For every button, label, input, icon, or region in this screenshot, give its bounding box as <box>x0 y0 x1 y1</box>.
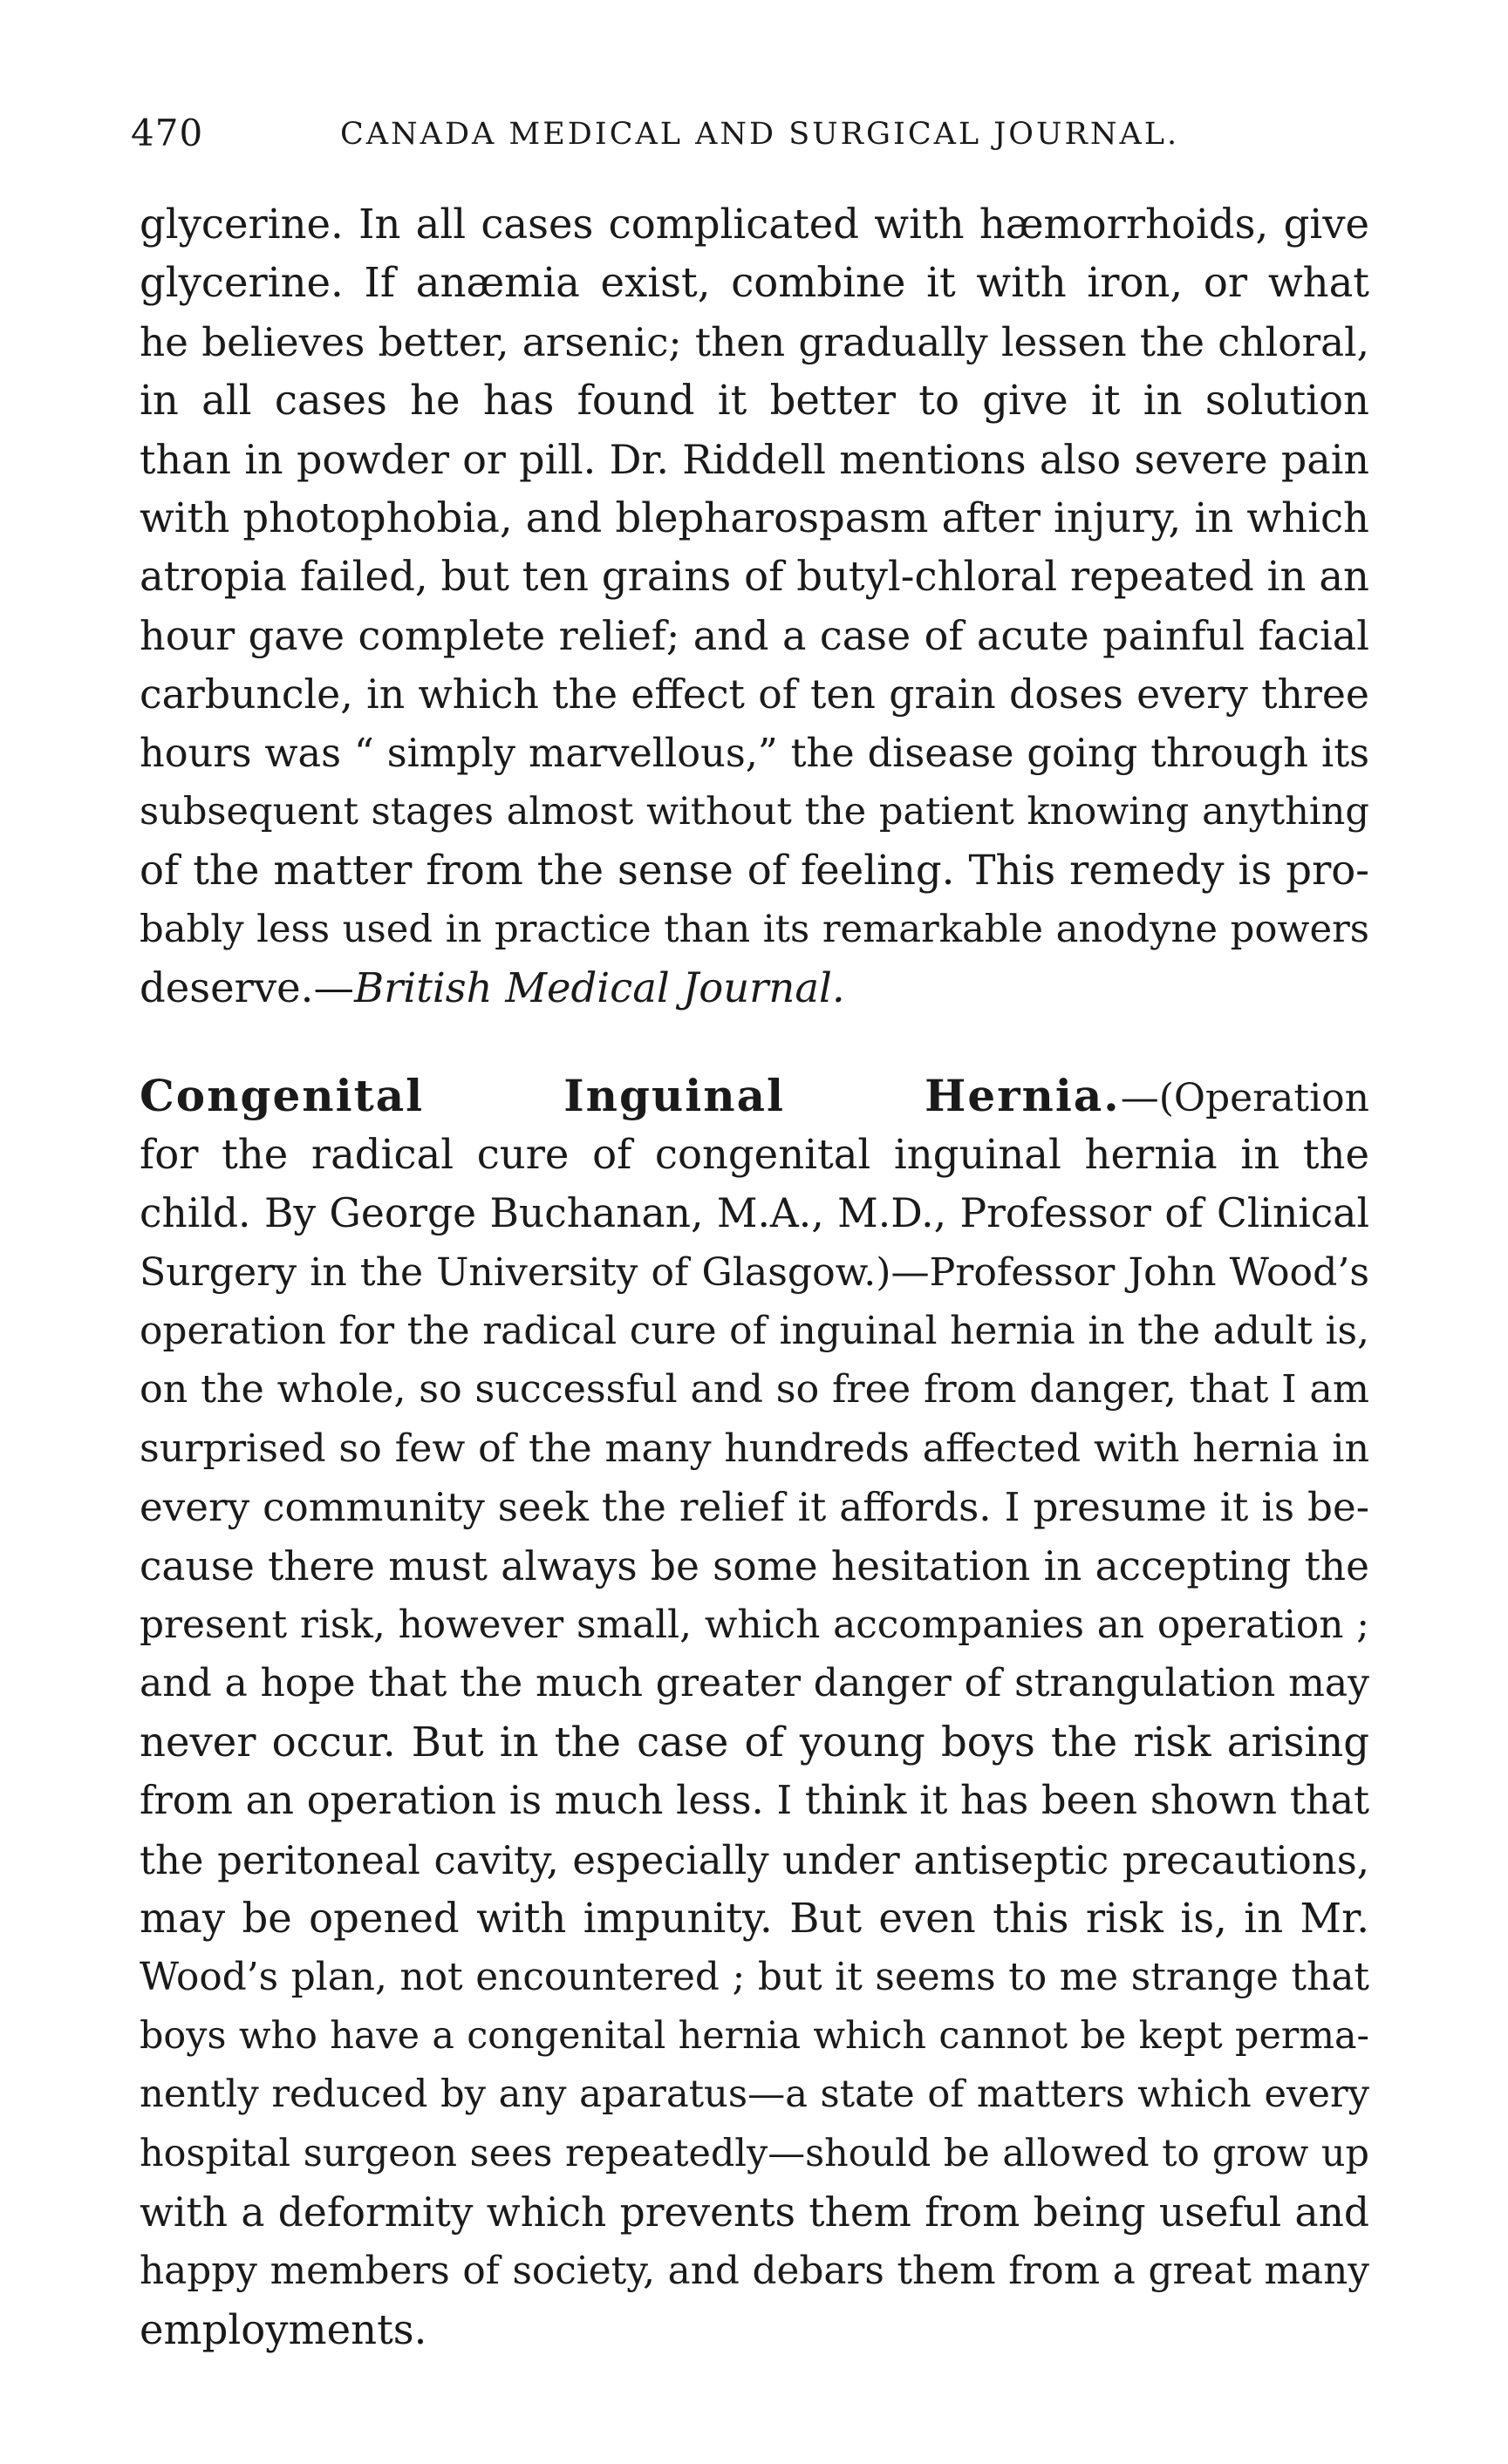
text-line-last: employments. <box>140 2305 427 2353</box>
text-line: atropia failed, but ten grains of butyl-chloral repeated in an <box>140 553 1369 601</box>
text-line: the peritoneal cavity, especially under antiseptic precautions, <box>140 1836 1369 1883</box>
article-heading: Congenital Inguinal Hernia. <box>140 1070 1121 1122</box>
text-line: bably less used in practice than its remarkable anodyne powers <box>140 907 1369 951</box>
text-line: child. By George Buchanan, M.A., M.D., Professor of Clinical <box>140 1190 1369 1237</box>
article-congenital-hernia <box>140 1066 1369 2359</box>
article-heading-line <box>140 1066 1369 1125</box>
text-line: may be opened with impunity. But even this risk is, in Mr. <box>140 1894 1369 1942</box>
text-line: and a hope that the much greater danger of strangulation may <box>140 1661 1369 1706</box>
text-line: than in powder or pill. Dr. Riddell mentions also severe pain <box>140 435 1369 483</box>
page-number: 470 <box>131 112 204 154</box>
text-line: with a deformity which prevents them from being useful and <box>140 2188 1369 2236</box>
section-gap <box>140 1018 1369 1066</box>
text-line: nently reduced by any aparatus—a state of matters which every <box>140 2073 1369 2117</box>
text-line: every community seek the relief it affords. I presume it is be- <box>140 1484 1369 1531</box>
running-header <box>131 112 1369 164</box>
text-line: Wood’s plan, not encountered ; but it seems to me strange that <box>140 1955 1369 2000</box>
text-line: hour gave complete relief; and a case of acute painful facial <box>140 611 1369 659</box>
text-line: carbuncle, in which the effect of ten grain doses every three <box>140 671 1369 718</box>
text-line: on the whole, so successful and so free from danger, that I am <box>140 1367 1369 1412</box>
text-line: surprised so few of the many hundreds affected with hernia in <box>140 1426 1369 1471</box>
text-line: present risk, however small, which accompanies an operation ; <box>140 1602 1369 1647</box>
text-line: hours was “ simply marvellous,” the disease going through its <box>140 730 1369 776</box>
text-line: happy members of society, and debars them from a great many <box>140 2249 1369 2294</box>
article-body <box>140 195 1369 2359</box>
article-heading-rest: —(Operation <box>1120 1076 1369 1121</box>
paragraph-chloral-continuation <box>140 195 1369 1018</box>
text-line: for the radical cure of congenital inguinal hernia in the <box>140 1130 1369 1178</box>
text-line: of the matter from the sense of feeling. This remedy is pro- <box>140 847 1369 895</box>
text-line: hospital surgeon sees repeatedly—should be allowed to grow up <box>140 2131 1369 2175</box>
text-line: glycerine. If anæmia exist, combine it with iron, or what <box>140 259 1369 307</box>
text-line: with photophobia, and blepharospasm after injury, in which <box>140 493 1369 541</box>
text-line: cause there must always be some hesitation in accepting the <box>140 1542 1369 1589</box>
text-line: operation for the radical cure of inguinal hernia in the adult is, <box>140 1309 1369 1354</box>
text-line-prefix: deserve.— <box>140 964 354 1012</box>
text-line: from an operation is much less. I think it has been shown that <box>140 1778 1369 1824</box>
text-line: boys who have a congenital hernia which cannot be kept perma- <box>140 2013 1369 2058</box>
text-line: in all cases he has found it better to give it in solution <box>140 377 1369 425</box>
text-line-last <box>140 959 1369 1018</box>
text-line: Surgery in the University of Glasgow.)—Professor John Wood’s <box>140 1249 1369 1295</box>
journal-title: CANADA MEDICAL AND SURGICAL JOURNAL. <box>340 117 1180 152</box>
source-citation: British Medical Journal. <box>353 964 845 1012</box>
text-line: he believes better, arsenic; then gradually lessen the chloral, <box>140 318 1369 365</box>
text-line: never occur. But in the case of young boys the risk arising <box>140 1718 1369 1766</box>
text-line: subsequent stages almost without the patient knowing anything <box>140 789 1369 834</box>
text-line: glycerine. In all cases complicated with hæmorrhoids, give <box>140 201 1369 248</box>
